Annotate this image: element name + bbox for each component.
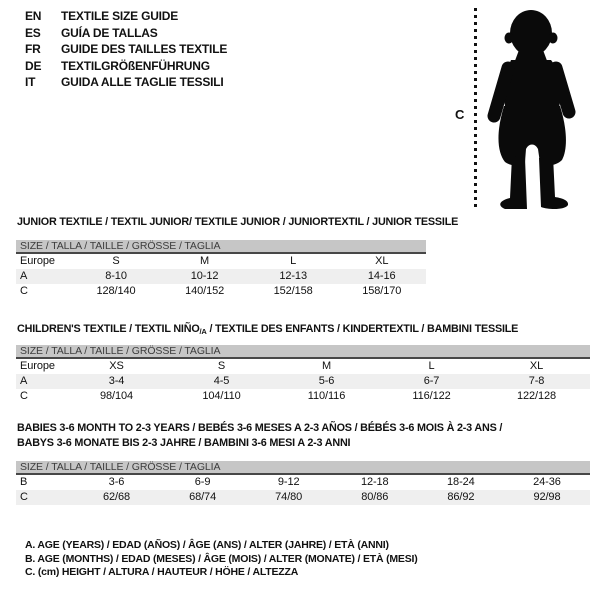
size-cell: 14-16 bbox=[367, 270, 396, 282]
measurement-legend bbox=[25, 539, 418, 580]
table-row bbox=[16, 475, 590, 490]
size-cell: S bbox=[217, 360, 226, 372]
row-label: A bbox=[20, 375, 28, 387]
row-label: B bbox=[20, 476, 28, 488]
size-cell: 12-18 bbox=[360, 476, 389, 488]
junior-size-table bbox=[16, 240, 426, 299]
language-row bbox=[25, 41, 227, 58]
size-cell: 9-12 bbox=[277, 476, 300, 488]
row-label: C bbox=[20, 285, 28, 297]
size-header-bar: SIZE / TALLA / TAILLE / GRÖSSE / TAGLIA bbox=[16, 461, 590, 475]
table-row bbox=[16, 284, 426, 299]
size-cell: XL bbox=[529, 360, 544, 372]
size-cell: 62/68 bbox=[102, 491, 130, 503]
size-cell: S bbox=[112, 255, 120, 267]
silhouette-shorts bbox=[498, 106, 565, 165]
row-label: C bbox=[20, 491, 28, 503]
size-cell: 140/152 bbox=[185, 285, 225, 297]
size-cell: 18-24 bbox=[447, 476, 475, 488]
language-label: TEXTILE SIZE GUIDE bbox=[61, 9, 179, 23]
table-row bbox=[16, 374, 590, 389]
size-cell: 5-6 bbox=[318, 375, 335, 387]
size-cell: 6-7 bbox=[423, 375, 440, 387]
language-code: DE bbox=[25, 58, 42, 73]
babies-section-title bbox=[17, 421, 502, 451]
size-cell: 3-6 bbox=[108, 476, 125, 488]
language-code: EN bbox=[25, 9, 42, 23]
language-code: FR bbox=[25, 42, 41, 56]
row-label: Europe bbox=[20, 255, 55, 267]
children-title-sub: /A bbox=[199, 327, 207, 336]
table-row bbox=[16, 389, 590, 404]
size-cell: 8-10 bbox=[105, 270, 127, 282]
size-cell: 98/104 bbox=[99, 390, 134, 402]
size-cell: 6-9 bbox=[194, 476, 211, 488]
junior-section-title: JUNIOR TEXTILE / TEXTIL JUNIOR/ TEXTILE JUNIOR / JUNIORTEXTIL / JUNIOR TESSILE bbox=[17, 216, 459, 228]
language-row bbox=[25, 74, 227, 91]
language-label: GUIDA ALLE TAGLIE TESSILI bbox=[61, 75, 224, 89]
size-cell: 152/158 bbox=[273, 285, 313, 297]
size-cell: 104/110 bbox=[202, 390, 241, 402]
size-cell: 158/170 bbox=[362, 285, 402, 297]
table-row bbox=[16, 490, 590, 505]
table-row bbox=[16, 269, 426, 284]
language-code: IT bbox=[25, 75, 36, 89]
row-label: A bbox=[20, 270, 28, 282]
language-label: TEXTILGRÖßENFÜHRUNG bbox=[61, 58, 210, 73]
size-header-bar: SIZE / TALLA / TAILLE / GRÖSSE / TAGLIA bbox=[16, 345, 590, 359]
legend-line-b: B. AGE (MONTHS) / EDAD (MESES) / ÂGE (MOIS) / ALTER (MONATE) / ETÀ (MESI) bbox=[25, 552, 418, 565]
language-label: GUÍA DE TALLAS bbox=[61, 25, 158, 40]
size-cell: L bbox=[290, 255, 297, 267]
size-cell: 24-36 bbox=[533, 476, 561, 488]
size-cell: 80/86 bbox=[361, 491, 389, 503]
size-cell: XS bbox=[109, 360, 124, 372]
size-cell: 12-13 bbox=[279, 270, 307, 282]
height-measure-label: C bbox=[455, 107, 465, 122]
size-cell: 3-4 bbox=[108, 375, 125, 387]
size-cell: 4-5 bbox=[213, 375, 230, 387]
babies-title-line1: BABIES 3-6 MONTH TO 2-3 YEARS / BEBÉS 3-6 MESES A 2-3 AÑOS / BÉBÉS 3-6 MOIS À 2-3 ANS / bbox=[17, 422, 503, 434]
language-label: GUIDE DES TAILLES TEXTILE bbox=[61, 42, 228, 56]
size-cell: 110/116 bbox=[307, 390, 346, 402]
row-label: C bbox=[20, 390, 28, 402]
size-header-bar: SIZE / TALLA / TAILLE / GRÖSSE / TAGLIA bbox=[16, 240, 426, 254]
children-title-suffix: / TEXTILE DES ENFANTS / KINDERTEXTIL / BAMBINI TESSILE bbox=[206, 323, 519, 335]
size-cell: 74/80 bbox=[275, 491, 303, 503]
size-cell: 68/74 bbox=[189, 491, 217, 503]
size-cell: 92/98 bbox=[533, 491, 561, 503]
height-measure-line bbox=[474, 8, 477, 210]
size-cell: 86/92 bbox=[447, 491, 475, 503]
size-cell: XL bbox=[375, 255, 389, 267]
size-cell: 122/128 bbox=[516, 390, 557, 402]
language-row bbox=[25, 58, 227, 75]
size-cell: 116/122 bbox=[412, 390, 451, 402]
size-cell: 10-12 bbox=[190, 270, 219, 282]
table-row bbox=[16, 254, 426, 269]
silhouette-head bbox=[510, 10, 552, 56]
size-cell: 128/140 bbox=[96, 285, 136, 297]
language-code: ES bbox=[25, 25, 41, 40]
toddler-silhouette-image bbox=[479, 6, 594, 216]
babies-size-table bbox=[16, 461, 590, 505]
legend-line-c: C. (cm) HEIGHT / ALTURA / HAUTEUR / HÖHE / ALTEZZA bbox=[25, 566, 299, 578]
language-row bbox=[25, 25, 227, 42]
table-row bbox=[16, 359, 590, 374]
children-size-table bbox=[16, 345, 590, 404]
babies-title-line2: BABYS 3-6 MONATE BIS 2-3 JAHRE / BAMBINI 3-6 MESI A 2-3 ANNI bbox=[17, 437, 351, 449]
size-cell: L bbox=[428, 360, 435, 372]
row-label: Europe bbox=[20, 360, 55, 372]
legend-line-a: A. AGE (YEARS) / EDAD (AÑOS) / ÂGE (ANS) / ALTER (JAHRE) / ETÀ (ANNI) bbox=[25, 539, 389, 551]
size-cell: M bbox=[321, 360, 332, 372]
language-list bbox=[25, 8, 227, 91]
children-section-title bbox=[17, 322, 518, 339]
children-title-prefix: CHILDREN'S TEXTILE / TEXTIL NIÑO bbox=[17, 323, 200, 335]
language-row bbox=[25, 8, 227, 25]
size-cell: M bbox=[200, 255, 210, 267]
size-cell: 7-8 bbox=[528, 375, 545, 387]
